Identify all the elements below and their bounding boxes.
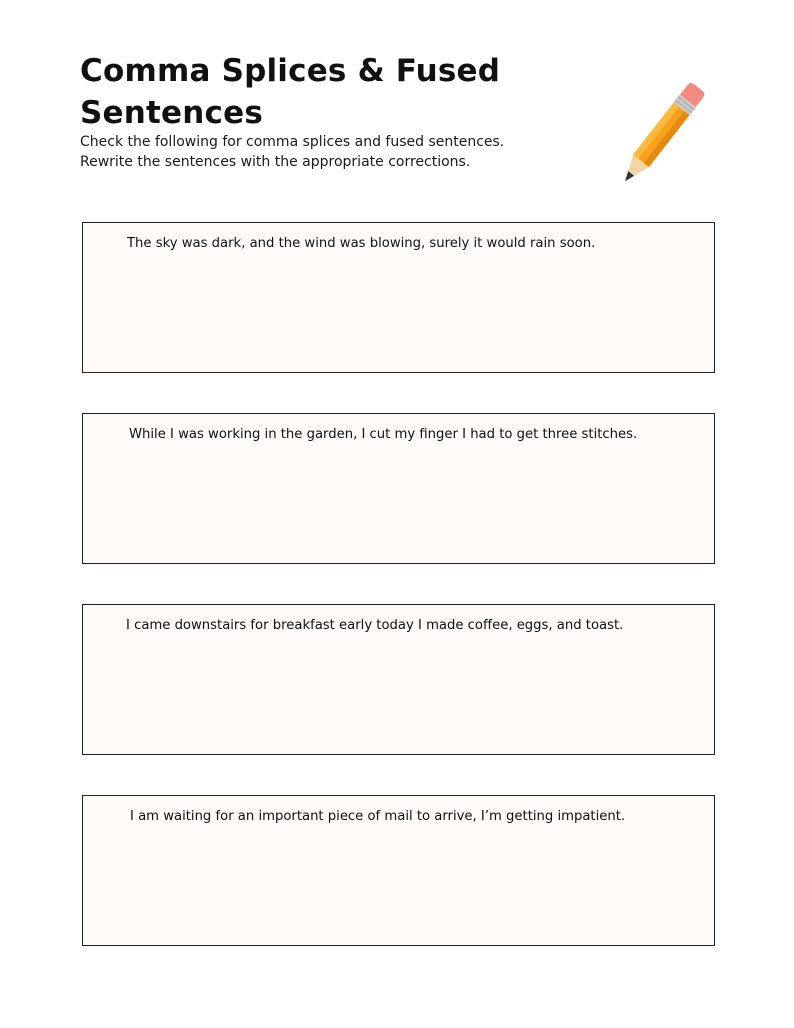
- instructions-line-1: Check the following for comma splices and fused sentences.: [80, 134, 505, 150]
- instructions-line-2: Rewrite the sentences with the appropriate corrections.: [80, 154, 471, 170]
- exercise-prompt-2: While I was working in the garden, I cut my finger I had to get three stitches.: [129, 427, 638, 442]
- answer-box-2[interactable]: [82, 413, 715, 564]
- exercise-prompt-3: I came downstairs for breakfast early today I made coffee, eggs, and toast.: [126, 618, 624, 633]
- page-title: Comma Splices & Fused Sentences: [80, 53, 501, 131]
- instructions: [80, 132, 580, 172]
- exercise-prompt-1: The sky was dark, and the wind was blowing, surely it would rain soon.: [127, 236, 596, 251]
- answer-box-1[interactable]: [82, 222, 715, 373]
- exercise-prompt-4: I am waiting for an important piece of mail to arrive, I’m getting impatient.: [130, 809, 626, 824]
- pencil-icon: [600, 74, 724, 194]
- answer-box-3[interactable]: [82, 604, 715, 755]
- answer-box-4[interactable]: [82, 795, 715, 946]
- pencil-body: [633, 103, 689, 167]
